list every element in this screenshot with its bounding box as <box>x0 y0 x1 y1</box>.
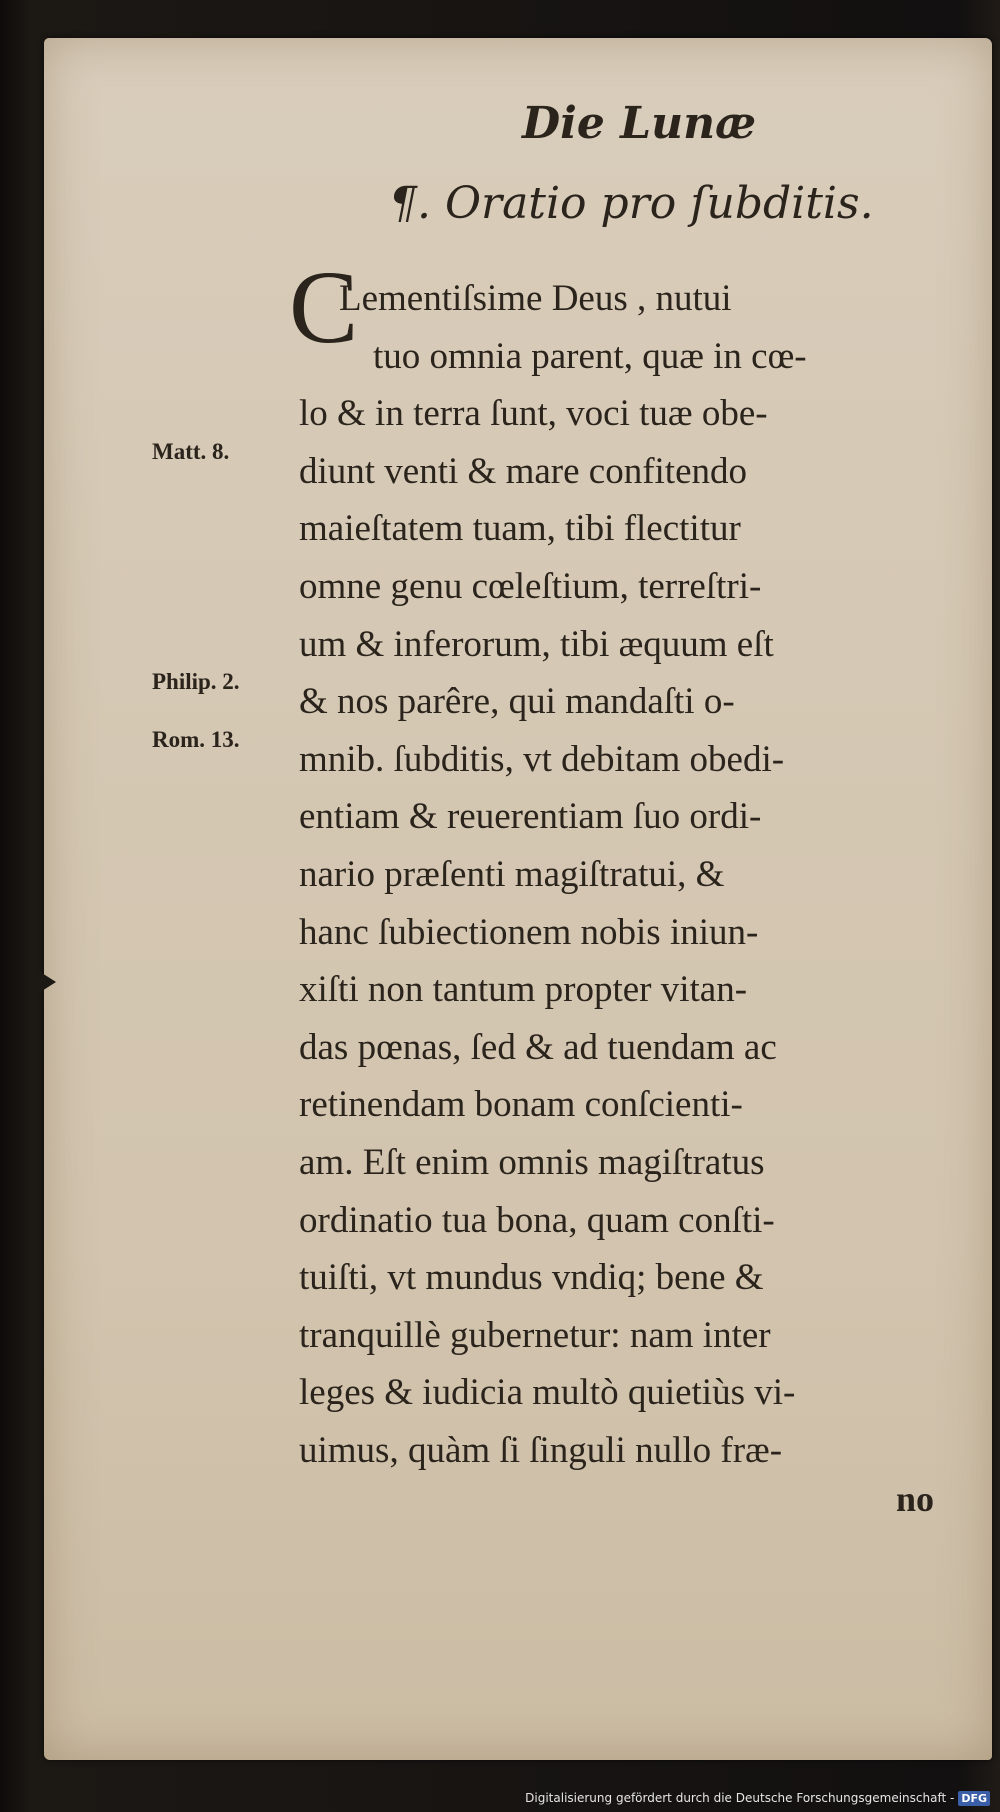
text-line: mnib. ſubditis, vt debitam obedi- <box>299 738 785 780</box>
text-line: diunt venti & mare confitendo <box>299 450 747 492</box>
marginal-note: Philip. 2. <box>152 669 240 695</box>
section-title: ¶. Oratio pro ſubditis. <box>389 178 874 229</box>
text-line: um & inferorum, tibi æquum eſt <box>299 623 774 665</box>
running-head: Die Lunæ <box>522 98 757 149</box>
marginal-note: Rom. 13. <box>152 726 240 752</box>
text-line: entiam & reuerentiam ſuo ordi- <box>299 796 762 838</box>
credit-text: Digitalisierung gefördert durch die Deutsche Forschungsgemeinschaft - <box>525 1791 955 1805</box>
text-line: & nos parêre, qui mandaſti o- <box>299 681 735 723</box>
text-line: ordinatio tua bona, quam conſti- <box>299 1199 775 1241</box>
digitization-credit <box>525 1788 990 1808</box>
text-line: hanc ſubiectionem nobis iniun- <box>299 911 759 953</box>
text-line: xiſti non tantum propter vitan- <box>299 969 748 1011</box>
text-line: am. Eſt enim omnis magiſtratus <box>299 1142 765 1183</box>
catchword: no <box>895 1479 934 1519</box>
text-line: leges & iudicia multò quietiùs vi- <box>299 1372 796 1414</box>
text-line: maieſtatem tuam, tibi flectitur <box>299 508 741 550</box>
text-line: uimus, quàm ſi ſinguli nullo fræ- <box>299 1430 783 1471</box>
text-line: das pœnas, ſed & ad tuendam ac <box>299 1026 777 1068</box>
text-line: Lementiſsime Deus , nutui <box>339 278 732 319</box>
text-line: tuo omnia parent, quæ in cœ- <box>373 335 807 377</box>
marginal-note: Matt. 8. <box>152 438 230 464</box>
text-line: lo & in terra ſunt, voci tuæ obe- <box>299 393 768 435</box>
book-page <box>44 38 992 1760</box>
drop-cap: C <box>289 250 359 365</box>
text-line: omne genu cœleſtium, terreſtri- <box>299 566 762 607</box>
text-line: nario præſenti magiſtratui, & <box>299 854 725 895</box>
text-line: tuiſti, vt mundus vndiq; bene & <box>299 1257 764 1299</box>
text-line: tranquillè gubernetur: nam inter <box>299 1314 771 1356</box>
dfg-logo-icon: DFG <box>958 1791 990 1806</box>
text-line: retinendam bonam conſcienti- <box>299 1084 743 1126</box>
